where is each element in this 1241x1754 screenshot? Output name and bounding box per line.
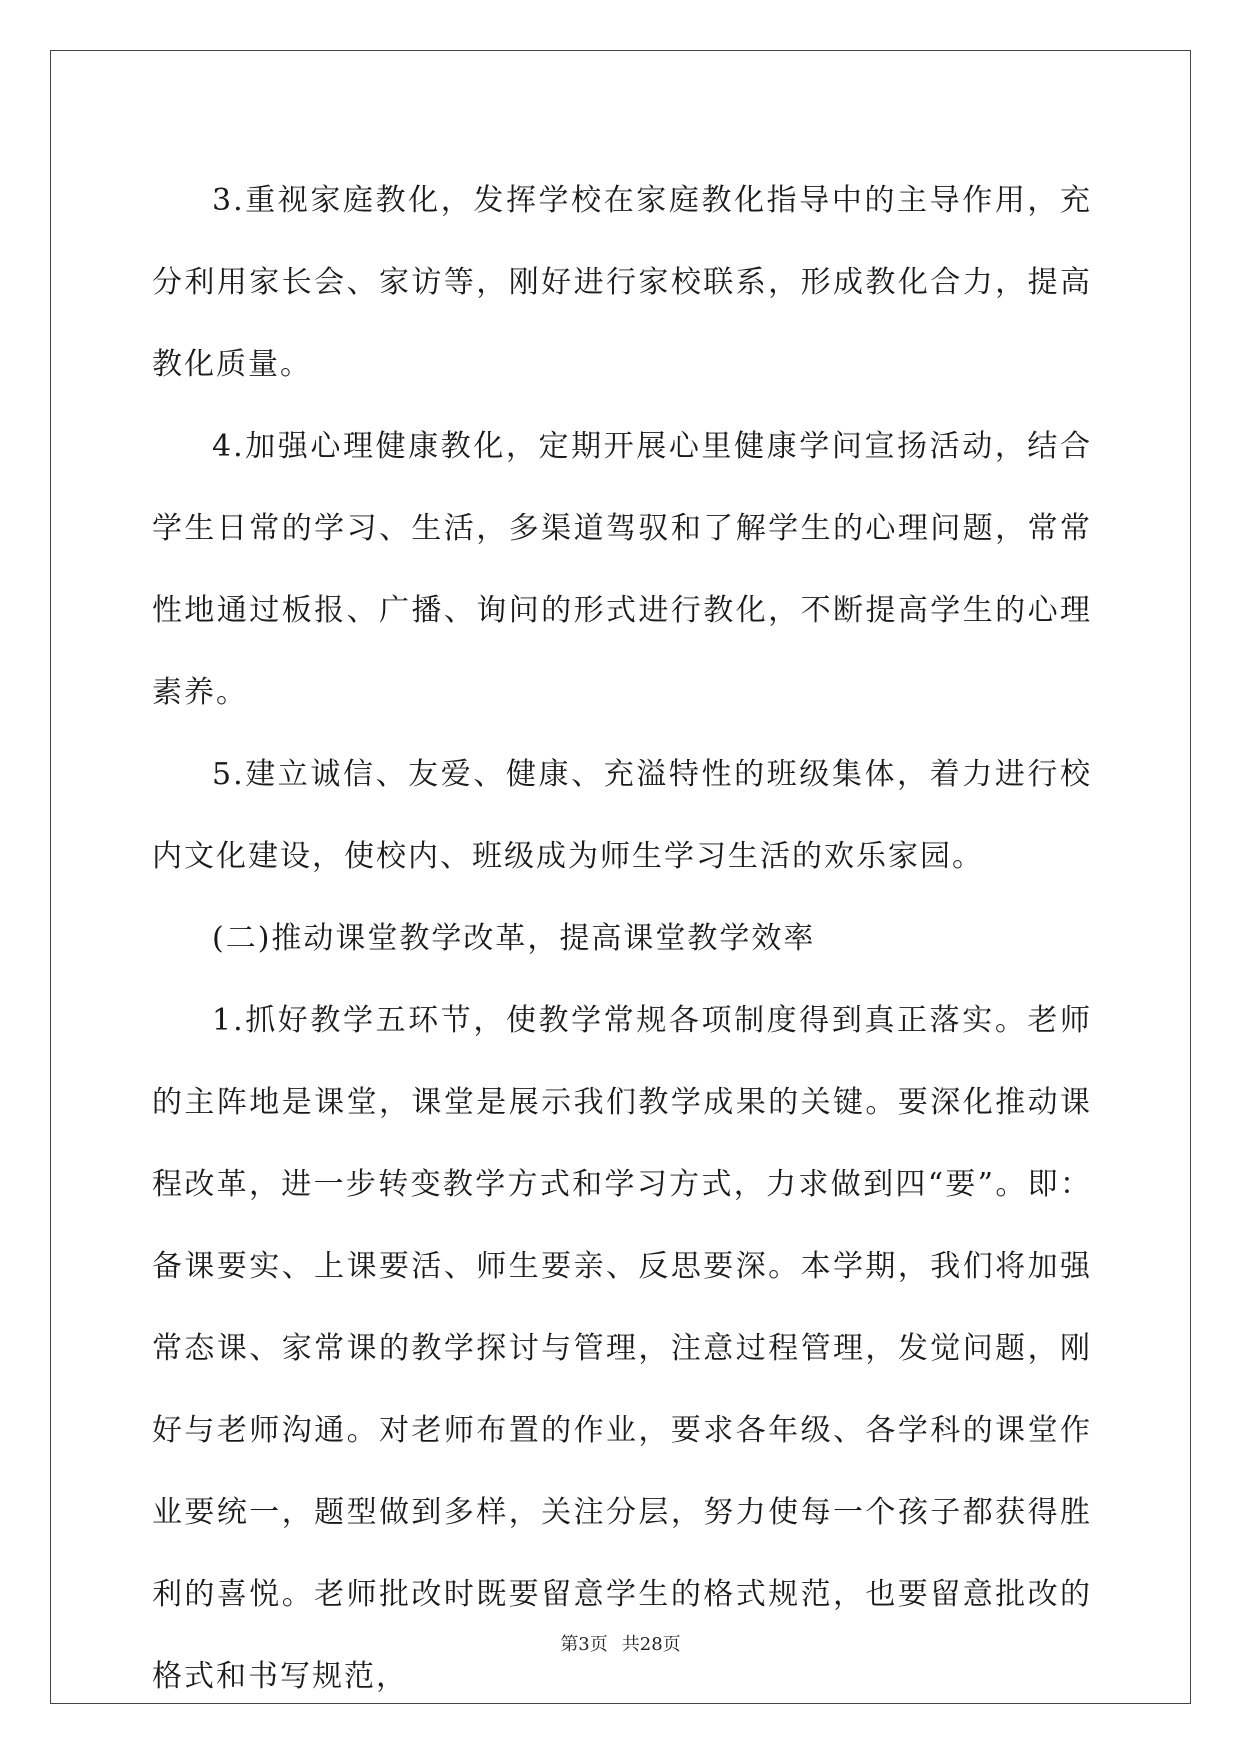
paragraph-item-3: 3.重视家庭教化，发挥学校在家庭教化指导中的主导作用，充分利用家长会、家访等，刚好进行家校联系，形成教化合力，提高教化质量。 (152, 183, 1092, 382)
section-heading: (二)推动课堂教学改革，提高课堂教学效率 (212, 921, 816, 956)
current-page-number: 第3页 (560, 1634, 608, 1655)
total-pages: 共28页 (621, 1634, 681, 1655)
page-footer (0, 1630, 1241, 1656)
document-body (152, 160, 1092, 1718)
paragraph-item-4: 4.加强心理健康教化，定期开展心里健康学问宣扬活动，结合学生日常的学习、生活，多渠道驾驭和了解学生的心理问题，常常性地通过板报、广播、询问的形式进行教化，不断提高学生的心理素养。 (152, 429, 1092, 710)
paragraph-item-5: 5.建立诚信、友爱、健康、充溢特性的班级集体，着力进行校内文化建设，使校内、班级成为师生学习生活的欢乐家园。 (152, 757, 1092, 874)
paragraph-item-1: 1.抓好教学五环节，使教学常规各项制度得到真正落实。老师的主阵地是课堂，课堂是展示我们教学成果的关键。要深化推动课程改革，进一步转变教学方式和学习方式，力求做到四“要”。即：备课要实、上课要活、师生要亲、反思要深。本学期，我们将加强常态课、家常课的教学探讨与管理，注意过程管理，发觉问题，刚好与老师沟通。对老师布置的作业，要求各年级、各学科的课堂作业要统一，题型做到多样，关注分层，努力使每一个孩子都获得胜利的喜悦。老师批改时既要留意学生的格式规范，也要留意批改的格式和书写规范， (152, 1003, 1092, 1694)
